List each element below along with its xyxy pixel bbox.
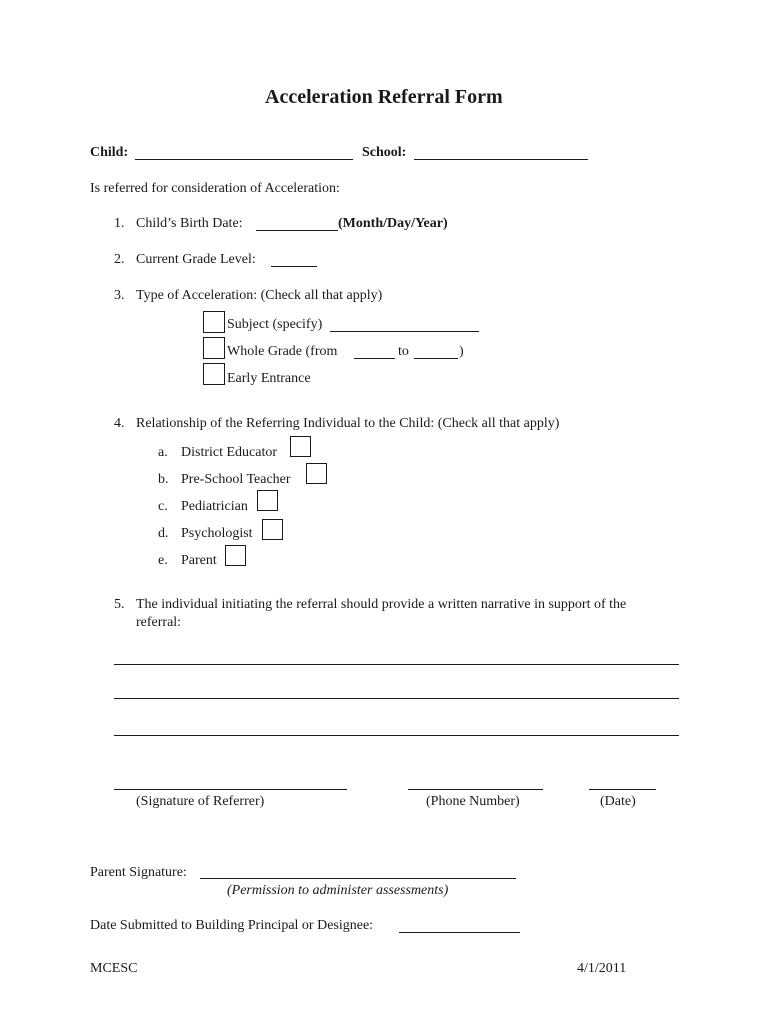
date-field[interactable] (589, 789, 656, 790)
item-number: 5. (114, 597, 125, 612)
option-letter: c. (158, 499, 168, 514)
early-entrance-checkbox[interactable] (203, 363, 225, 385)
whole-grade-to-label: to (398, 344, 409, 359)
referrer-signature-field[interactable] (114, 789, 347, 790)
date-submitted-label: Date Submitted to Building Principal or Designee: (90, 918, 374, 933)
parent-signature-field[interactable] (200, 878, 516, 879)
item-number: 3. (114, 288, 125, 303)
date-submitted-field[interactable] (399, 932, 520, 933)
option-letter: a. (158, 445, 168, 460)
district-educator-label: District Educator (181, 445, 278, 460)
pre-school-teacher-checkbox[interactable] (306, 463, 327, 484)
psychologist-label: Psychologist (181, 526, 253, 541)
parent-signature-label: Parent Signature: (90, 865, 187, 880)
birth-date-field[interactable] (256, 230, 338, 231)
narrative-instruction: The individual initiating the referral should provide a written narrative in support of the (136, 597, 627, 612)
footer-organization: MCESC (90, 961, 138, 976)
early-entrance-label: Early Entrance (227, 371, 311, 386)
parent-signature-note: (Permission to administer assessments) (227, 883, 449, 898)
subject-specify-field[interactable] (330, 331, 479, 332)
intro-text: Is referred for consideration of Acceleration: (90, 181, 340, 196)
item-number: 4. (114, 416, 125, 431)
item-number: 2. (114, 252, 125, 267)
narrative-line[interactable] (114, 735, 679, 736)
option-letter: b. (158, 472, 169, 487)
school-field[interactable] (414, 159, 588, 160)
grade-level-label: Current Grade Level: (136, 252, 256, 267)
narrative-line[interactable] (114, 664, 679, 665)
psychologist-checkbox[interactable] (262, 519, 283, 540)
phone-number-label: (Phone Number) (426, 794, 520, 809)
whole-grade-close: ) (459, 344, 464, 359)
birth-date-format: (Month/Day/Year) (338, 216, 448, 231)
whole-grade-from-field[interactable] (354, 358, 395, 359)
relationship-label: Relationship of the Referring Individual to the Child: (Check all that apply) (136, 416, 560, 431)
narrative-instruction-cont: referral: (136, 615, 182, 630)
form-title: Acceleration Referral Form (265, 86, 503, 108)
subject-option-label: Subject (specify) (227, 317, 323, 332)
pediatrician-label: Pediatrician (181, 499, 248, 514)
whole-grade-to-field[interactable] (414, 358, 458, 359)
subject-checkbox[interactable] (203, 311, 225, 333)
acceleration-type-label: Type of Acceleration: (Check all that apply) (136, 288, 383, 303)
birth-date-label: Child’s Birth Date: (136, 216, 243, 231)
pediatrician-checkbox[interactable] (257, 490, 278, 511)
pre-school-teacher-label: Pre-School Teacher (181, 472, 291, 487)
phone-number-field[interactable] (408, 789, 543, 790)
whole-grade-label: Whole Grade (from (227, 344, 338, 359)
district-educator-checkbox[interactable] (290, 436, 311, 457)
item-number: 1. (114, 216, 125, 231)
parent-checkbox[interactable] (225, 545, 246, 566)
narrative-line[interactable] (114, 698, 679, 699)
date-label: (Date) (600, 794, 636, 809)
referrer-signature-label: (Signature of Referrer) (136, 794, 265, 809)
grade-level-field[interactable] (271, 266, 317, 267)
child-label: Child: (90, 145, 129, 160)
option-letter: e. (158, 553, 168, 568)
school-label: School: (362, 145, 407, 160)
option-letter: d. (158, 526, 169, 541)
parent-label: Parent (181, 553, 217, 568)
whole-grade-checkbox[interactable] (203, 337, 225, 359)
footer-date: 4/1/2011 (577, 961, 627, 976)
child-field[interactable] (135, 159, 353, 160)
